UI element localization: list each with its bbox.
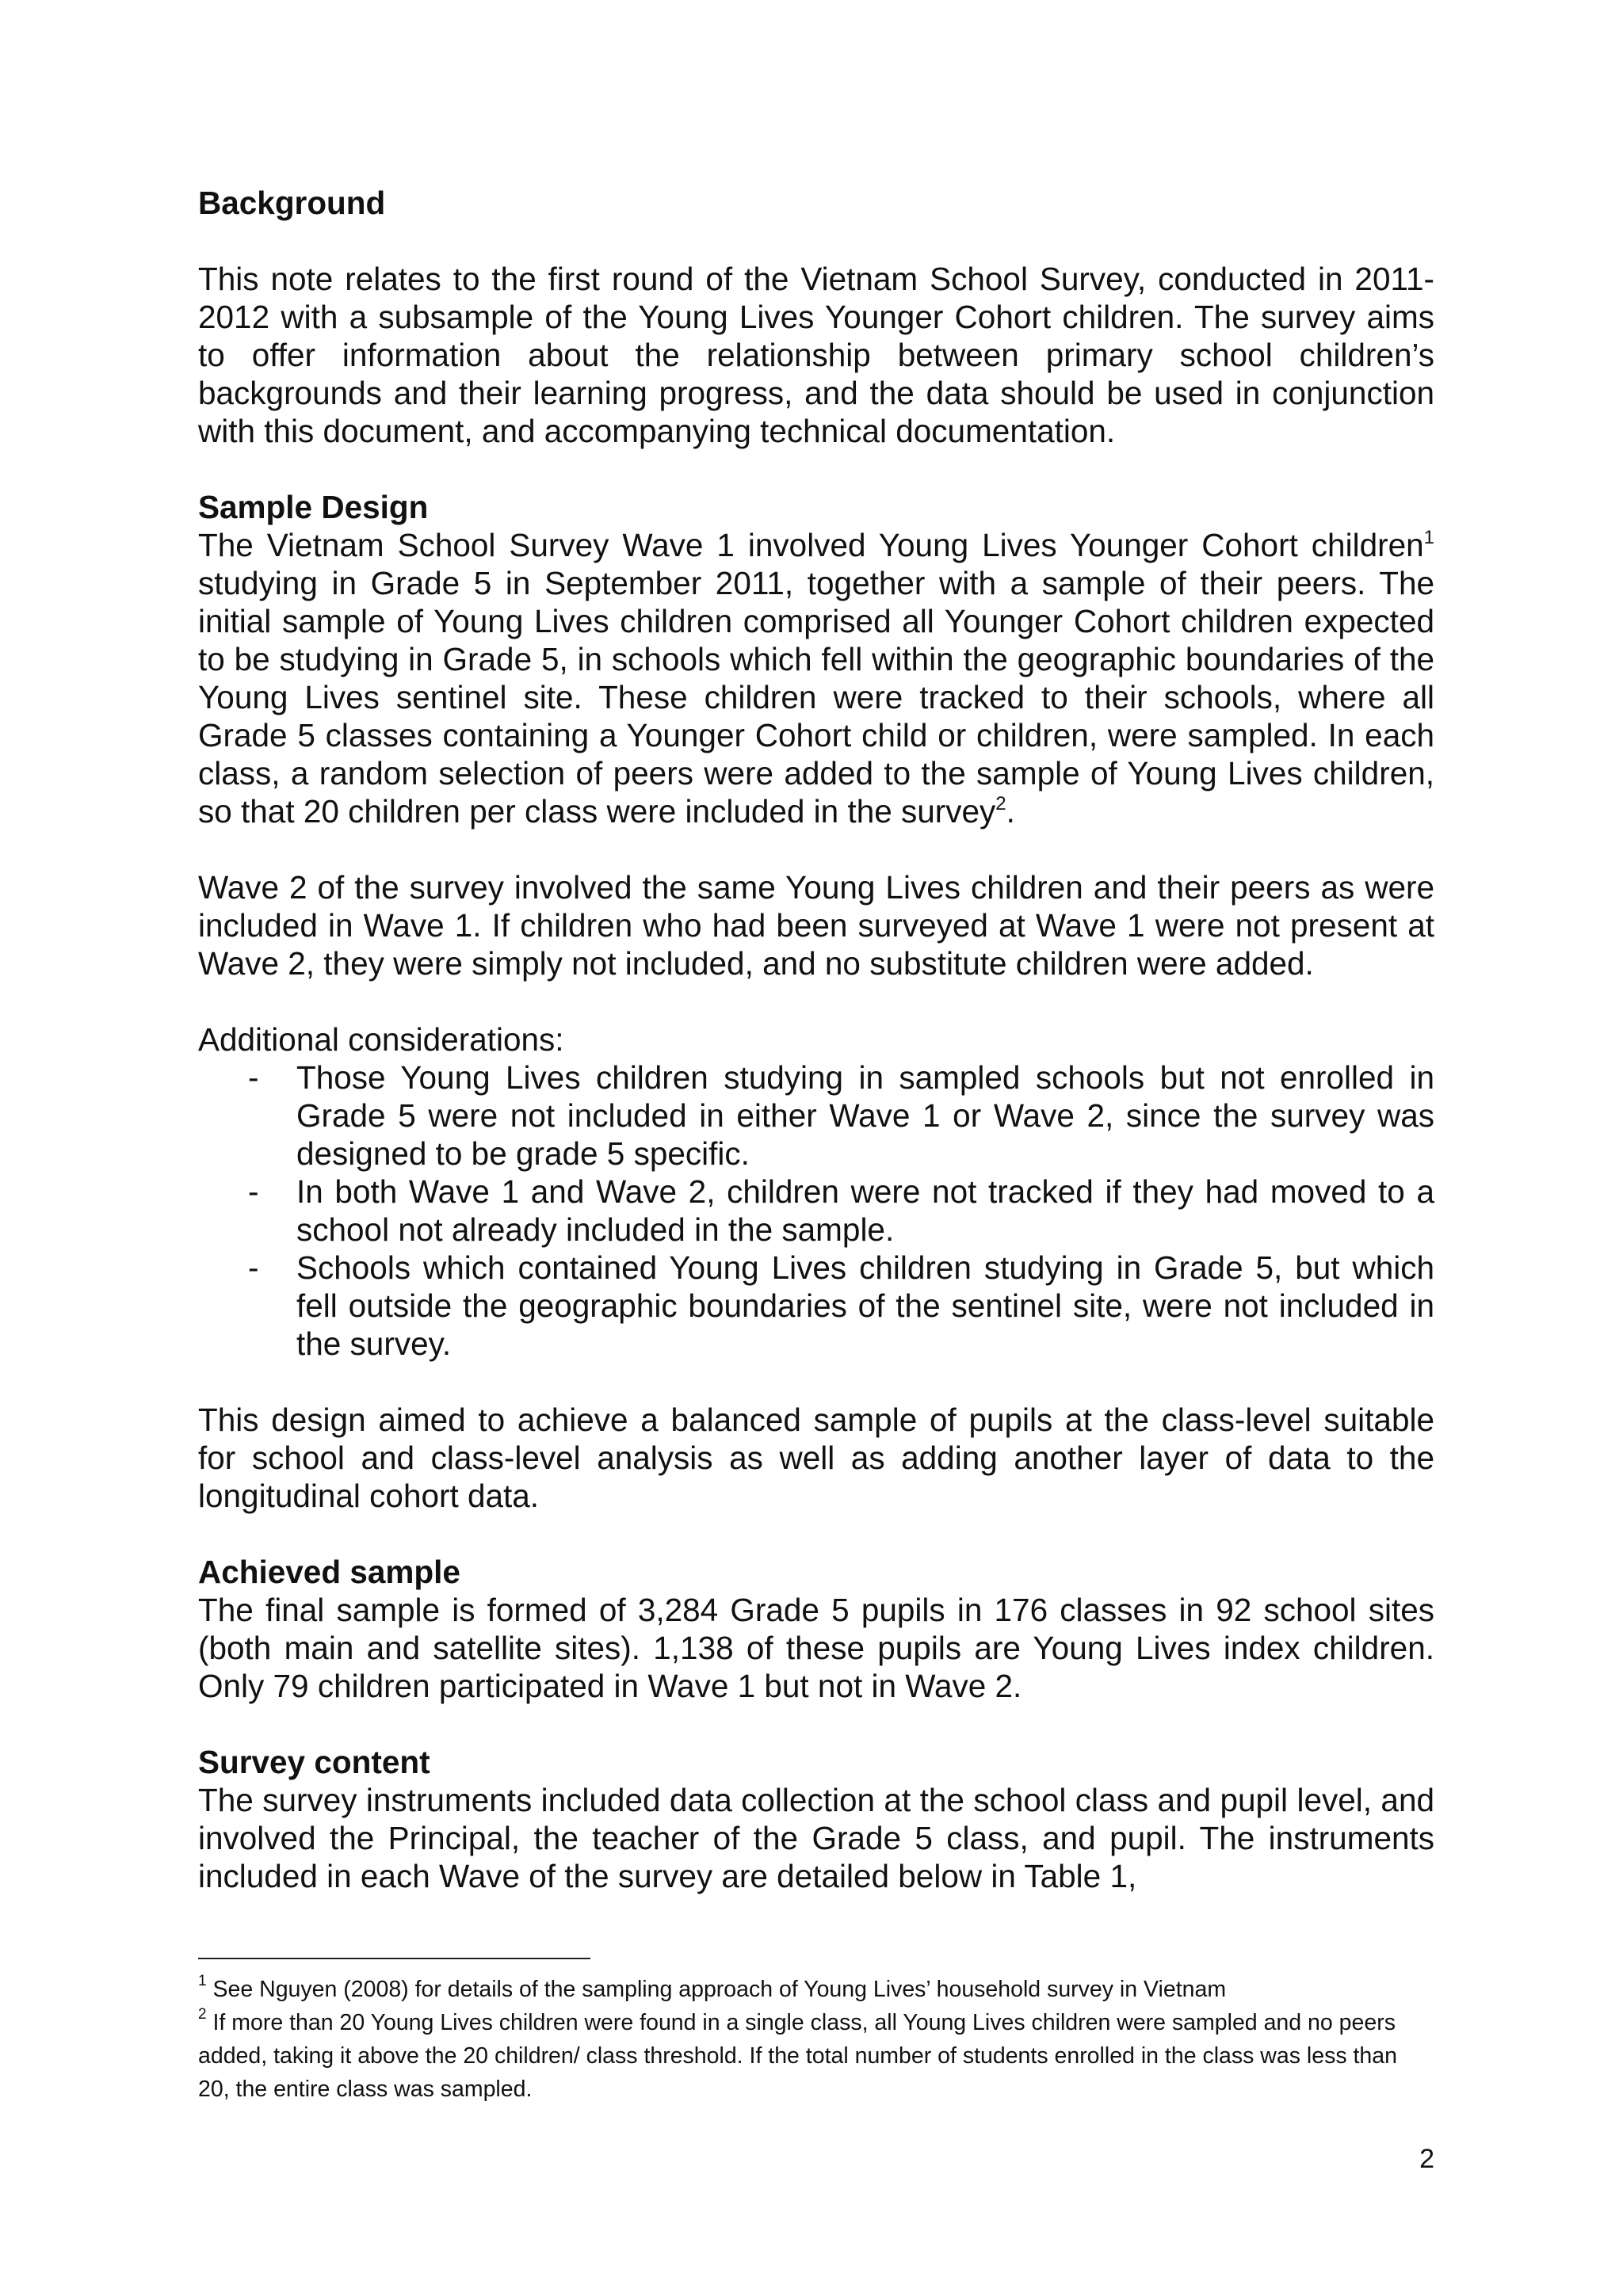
achieved-sample-heading: Achieved sample — [198, 1554, 460, 1590]
dash-bullet: - — [248, 1059, 259, 1096]
list-item-text: In both Wave 1 and Wave 2, children were not tracked if they had moved to a school not already included in the sample. — [296, 1173, 1434, 1248]
sample-design-text-part-2: studying in Grade 5 in September 2011, together with a sample of their peers. The initial sample of Young Lives children comprised all Younger Cohort children expected to be studying in Grade 5, in schools which fell within the geographic boundaries of the Young Lives sentinel site. These children were tracked to their schools, where all Grade 5 classes containing a Younger Cohort child or children, were sampled. In each class, a random selection of peers were added to the sample of Young Lives children, so that 20 children per class were included in the survey — [198, 565, 1434, 830]
list-item-text: Schools which contained Young Lives children studying in Grade 5, but which fell outside the geographic boundaries of the sentinel site, were not included in the survey. — [296, 1249, 1434, 1362]
list-item — [198, 1173, 1434, 1249]
background-heading: Background — [198, 185, 386, 221]
footnote-2 — [198, 2006, 1434, 2106]
sample-design-paragraph-2: Wave 2 of the survey involved the same Young Lives children and their peers as were included in Wave 1. If children who had been surveyed at Wave 1 were not present at Wave 2, they were simply not included, and no substitute children were added. — [198, 869, 1434, 982]
main-text — [198, 184, 1434, 1895]
footnote-1 — [198, 1973, 1434, 2006]
considerations-intro: Additional considerations: — [198, 1021, 564, 1058]
sample-design-paragraph-3: This design aimed to achieve a balanced sample of pupils at the class-level suitable for school and class-level analysis as well as adding another layer of data to the longitudinal cohort data. — [198, 1402, 1434, 1514]
list-item — [198, 1249, 1434, 1363]
background-paragraph: This note relates to the first round of the Vietnam School Survey, conducted in 2011-2012 with a subsample of the Young Lives Younger Cohort children. The survey aims to offer information about the relationship between primary school children’s backgrounds and their learning progress, and the data should be used in conjunction with this document, and accompanying technical documentation. — [198, 261, 1434, 449]
sample-design-paragraph-1 — [198, 526, 1434, 830]
footnote-text: If more than 20 Young Lives children were found in a single class, all Young Lives children were sampled and no peers added, taking it above the 20 children/ class threshold. If the total number of students enrolled in the class was less than 20, the entire class was sampled. — [198, 2010, 1397, 2102]
footnotes — [198, 1973, 1434, 2106]
page-number: 2 — [1419, 2144, 1434, 2174]
footnote-number: 2 — [198, 2005, 207, 2023]
sample-design-text-part-3: . — [1006, 793, 1015, 830]
footnote-number: 1 — [198, 1972, 207, 1989]
dash-bullet: - — [248, 1249, 259, 1286]
considerations-list — [198, 1058, 1434, 1363]
footnote-separator — [198, 1958, 590, 1959]
achieved-sample-paragraph: The final sample is formed of 3,284 Grade 5 pupils in 176 classes in 92 school sites (both main and satellite sites). 1,138 of these pupils are Young Lives index children. Only 79 children participated in Wave 1 but not in Wave 2. — [198, 1592, 1434, 1704]
list-item-text: Those Young Lives children studying in sampled schools but not enrolled in Grade 5 were not included in either Wave 1 or Wave 2, since the survey was designed to be grade 5 specific. — [296, 1059, 1434, 1172]
survey-content-paragraph: The survey instruments included data collection at the school class and pupil level, and involved the Principal, the teacher of the Grade 5 class, and pupil. The instruments included in each Wave of the survey are detailed below in Table 1, — [198, 1782, 1434, 1894]
footnote-text: See Nguyen (2008) for details of the sampling approach of Young Lives’ household survey in Vietnam — [206, 1977, 1227, 2002]
survey-content-heading: Survey content — [198, 1744, 430, 1780]
dash-bullet: - — [248, 1173, 259, 1210]
list-item — [198, 1058, 1434, 1173]
footnote-ref-2: 2 — [995, 792, 1006, 814]
footnote-ref-1: 1 — [1423, 526, 1434, 548]
sample-design-text-part-1: The Vietnam School Survey Wave 1 involved Young Lives Younger Cohort children — [198, 527, 1424, 563]
sample-design-heading: Sample Design — [198, 489, 429, 525]
